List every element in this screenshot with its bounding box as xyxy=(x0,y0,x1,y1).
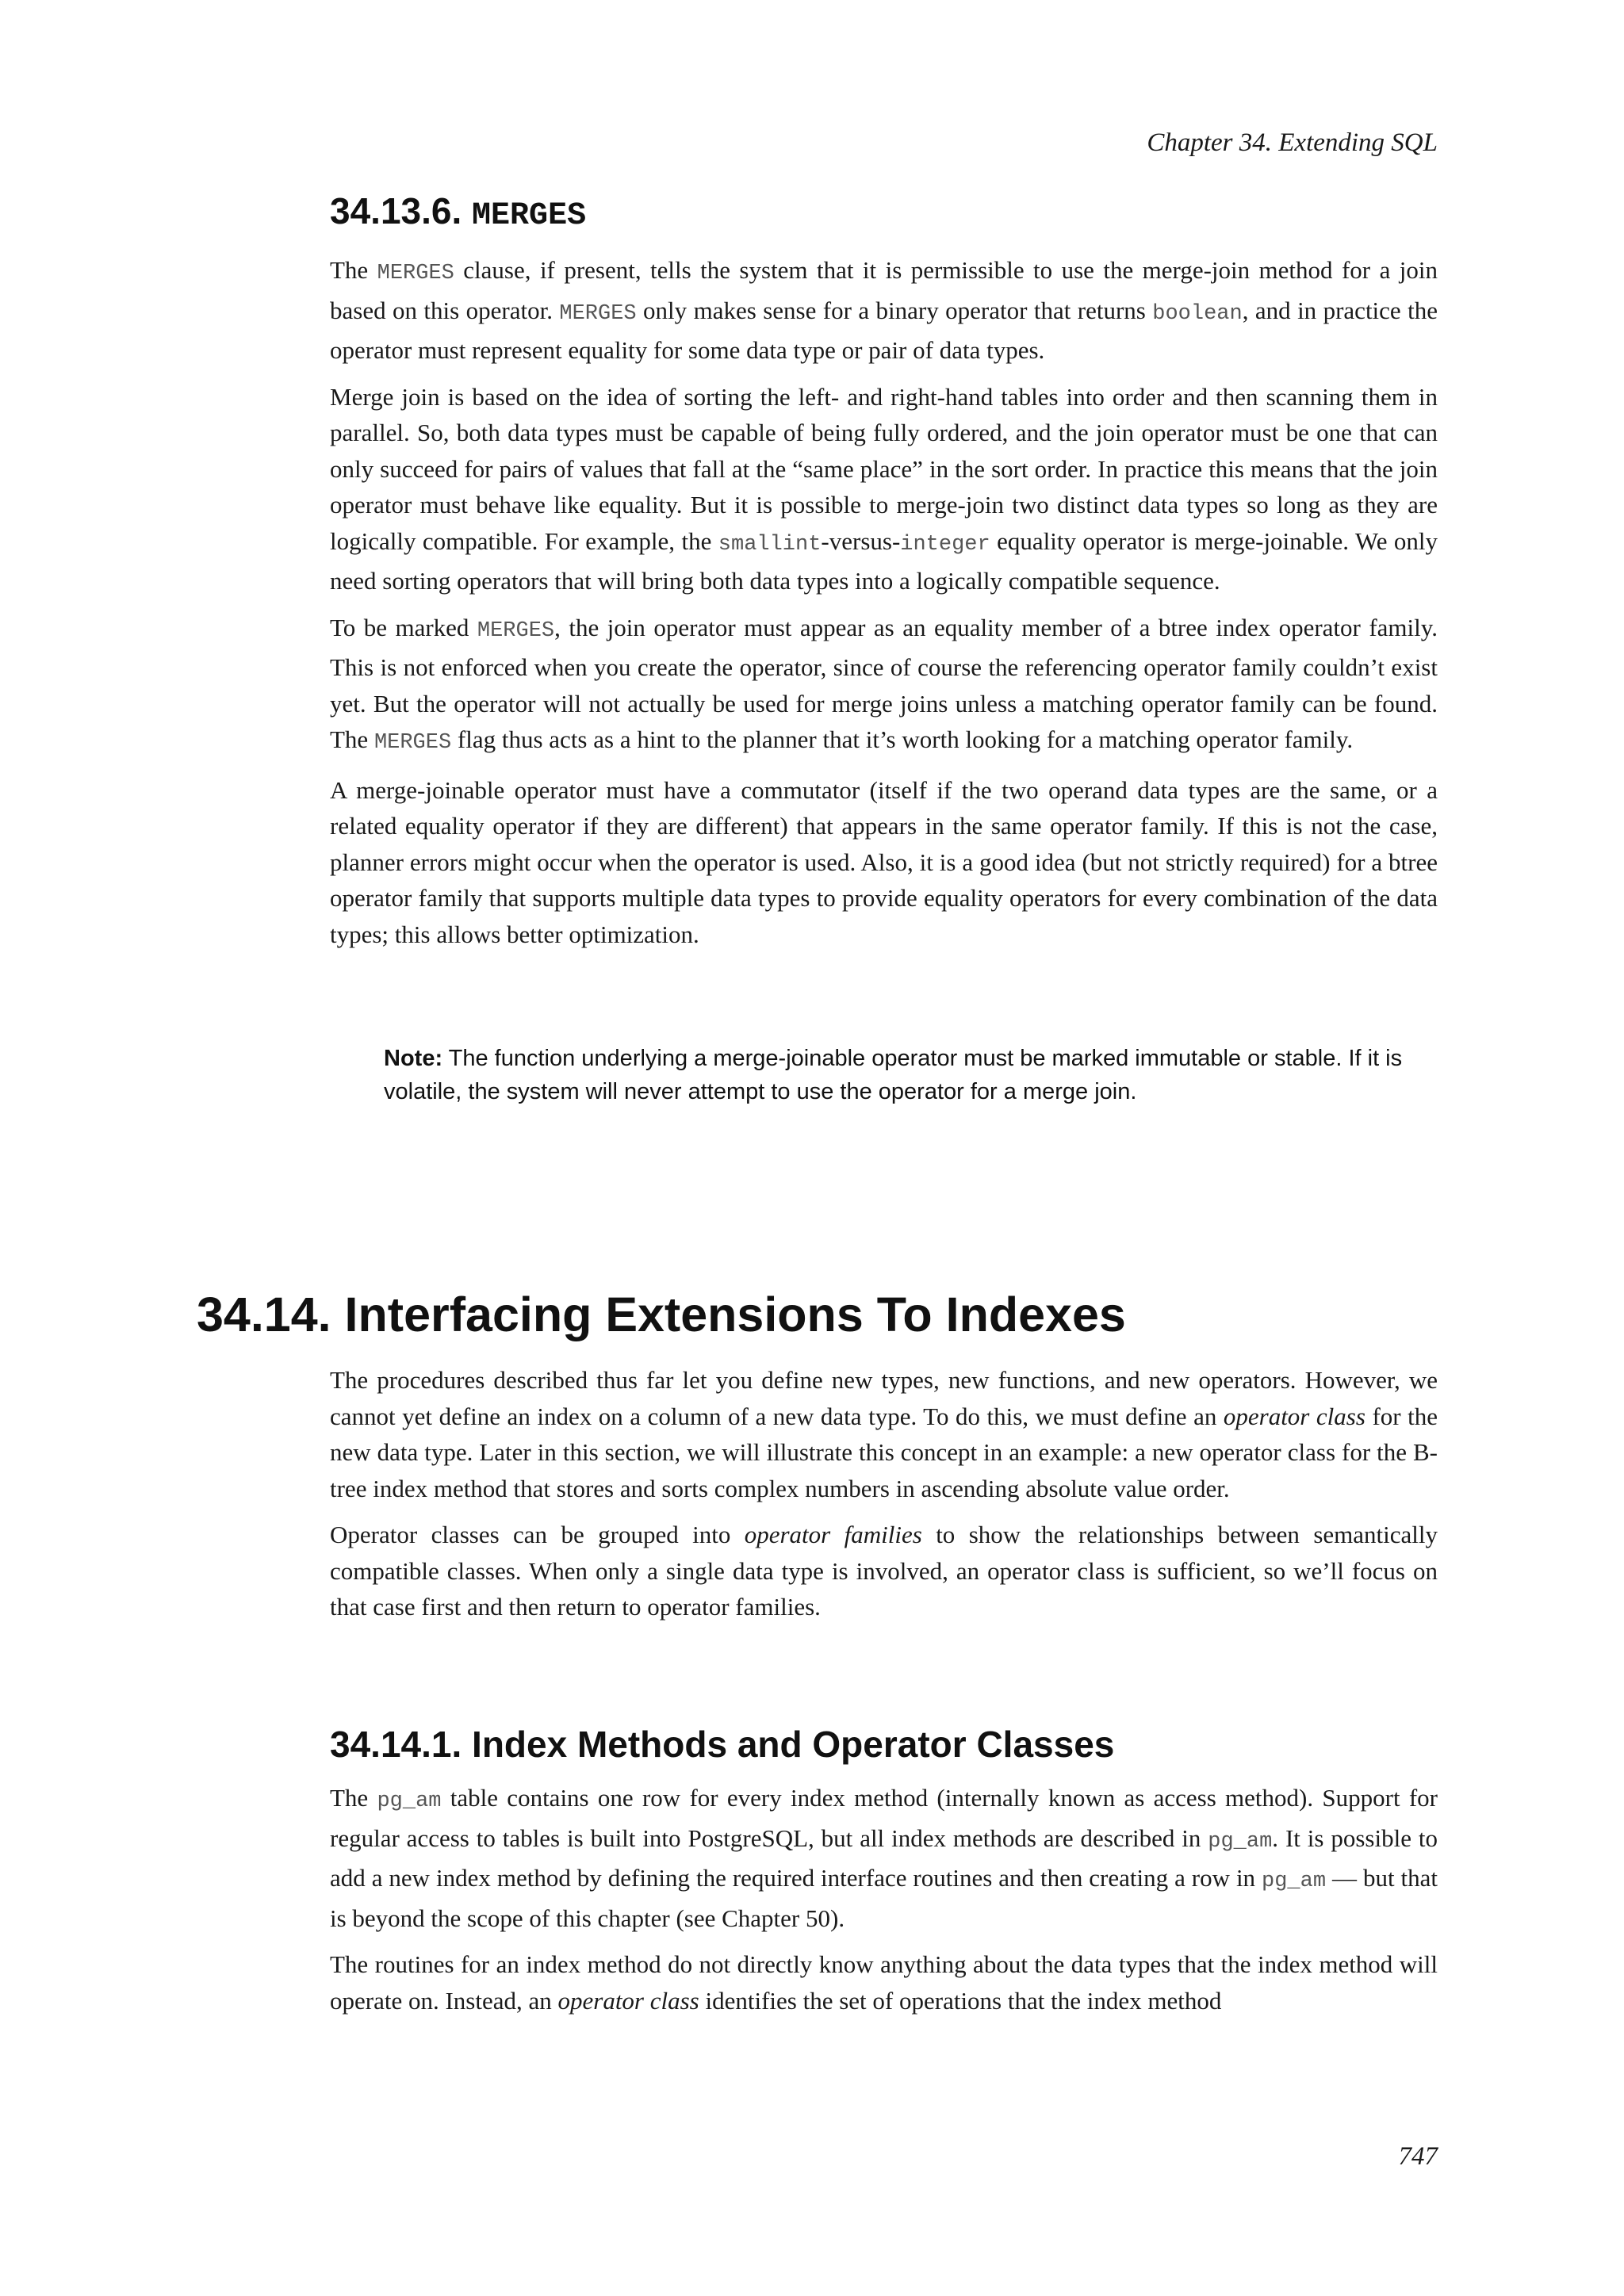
section-heading-merges xyxy=(330,189,1438,239)
code-smallint: smallint xyxy=(718,532,822,557)
section-merges xyxy=(330,189,1438,952)
paragraph-merge-join: Merge join is based on the idea of sorting the left- and right-hand tables into order and then scanning them in parallel. So, both data types must be capable of being fully ordered, and the join operator must be one that can only succeed for pairs of values that fall at the “same place” in the sort order. In practice this means that the join operator must behave like equality. But it is possible to merge-join two distinct data types so long as they are logically compatible. For example, the smallint-versus-integer equality operator is merge-joinable. We only need sorting operators that will bring both data types into a logically compatible sequence. xyxy=(330,382,1438,595)
note-box xyxy=(384,1042,1438,1108)
section-number: 34.13.6. xyxy=(330,190,462,232)
section-indexes xyxy=(330,1362,1438,1625)
paragraph-index-routines: The routines for an index method do not directly know anything about the data types that the index method will operate on. Instead, an operator class identifies the set of operations that the index method xyxy=(330,1950,1438,2015)
code-pg-am: pg_am xyxy=(1208,1829,1273,1854)
code-merges: MERGES xyxy=(477,618,555,643)
code-pg-am: pg_am xyxy=(377,1789,442,1813)
note-text: The function underlying a merge-joinable operator must be marked immutable or stable. If it is volatile, the system will never attempt to use the operator for a merge join. xyxy=(384,1046,1403,1104)
code-integer: integer xyxy=(900,532,990,557)
paragraph-indexes-intro: The procedures described thus far let you define new types, new functions, and new operators. However, we cannot yet define an index on a column of a new data type. To do this, we must define an operator class for the new data type. Later in this section, we will illustrate this concept in an example: a new operator class for the B-tree index method that stores and sorts complex numbers in ascending absolute value order. xyxy=(330,1366,1438,1502)
term-operator-class: operator class xyxy=(1223,1402,1365,1430)
paragraph-pg-am: The pg_am table contains one row for every index method (internally known as access method). Support for regular access to tables is built into PostgreSQL, but all index methods are described in pg_am. It is possible to add a new index method by defining the required interface routines and then creating a row in pg_am — but that is beyond the scope of this chapter (see Chapter 50). xyxy=(330,1784,1438,1932)
term-operator-families: operator families xyxy=(744,1521,922,1548)
section-heading-indexes: 34.14. Interfacing Extensions To Indexes xyxy=(197,1288,1126,1341)
term-operator-class: operator class xyxy=(557,1986,699,2015)
section-index-methods xyxy=(330,1722,1438,2019)
paragraph-operator-families: Operator classes can be grouped into operator families to show the relationships between semantically compatible classes. When only a single data type is involved, an operator class is sufficient, so we’ll focus on that case first and then return to operator families. xyxy=(330,1521,1438,1621)
paragraph-marked-merges: To be marked MERGES, the join operator must appear as an equality member of a btree index operator family. This is not enforced when you create the operator, since of course the referencing operator family couldn’t exist yet. But the operator will not actually be used for merge joins unless a matching operator family can be found. The MERGES flag thus acts as a hint to the planner that it’s worth looking for a matching operator family. xyxy=(330,613,1438,755)
section-keyword: MERGES xyxy=(472,198,587,234)
code-merges: MERGES xyxy=(373,731,452,755)
code-merges: MERGES xyxy=(377,262,454,285)
running-header: Chapter 34. Extending SQL xyxy=(1147,128,1438,157)
code-boolean: boolean xyxy=(1152,301,1243,326)
section-heading-index-methods: 34.14.1. Index Methods and Operator Classes xyxy=(330,1724,1115,1765)
paragraph-commutator: A merge-joinable operator must have a commutator (itself if the two operand data types are the same, or a related equality operator if they are different) that appears in the same operator family. If this is not the case, planner errors might occur when the operator is used. Also, it is a good idea (but not strictly required) for a btree operator family that supports multiple data types to provide equality operators for every combination of the data types; this allows better optimization. xyxy=(330,775,1438,948)
note-label: Note: xyxy=(384,1046,443,1071)
page-number: 747 xyxy=(1398,2142,1438,2171)
paragraph-merges-intro: The MERGES clause, if present, tells the system that it is permissible to use the merge-join method for a join based on this operator. MERGES only makes sense for a binary operator that returns boolean, and in practice the operator must represent equality for some data type or pair of data types. xyxy=(330,256,1438,364)
code-pg-am: pg_am xyxy=(1262,1869,1327,1893)
code-merges: MERGES xyxy=(559,301,637,326)
